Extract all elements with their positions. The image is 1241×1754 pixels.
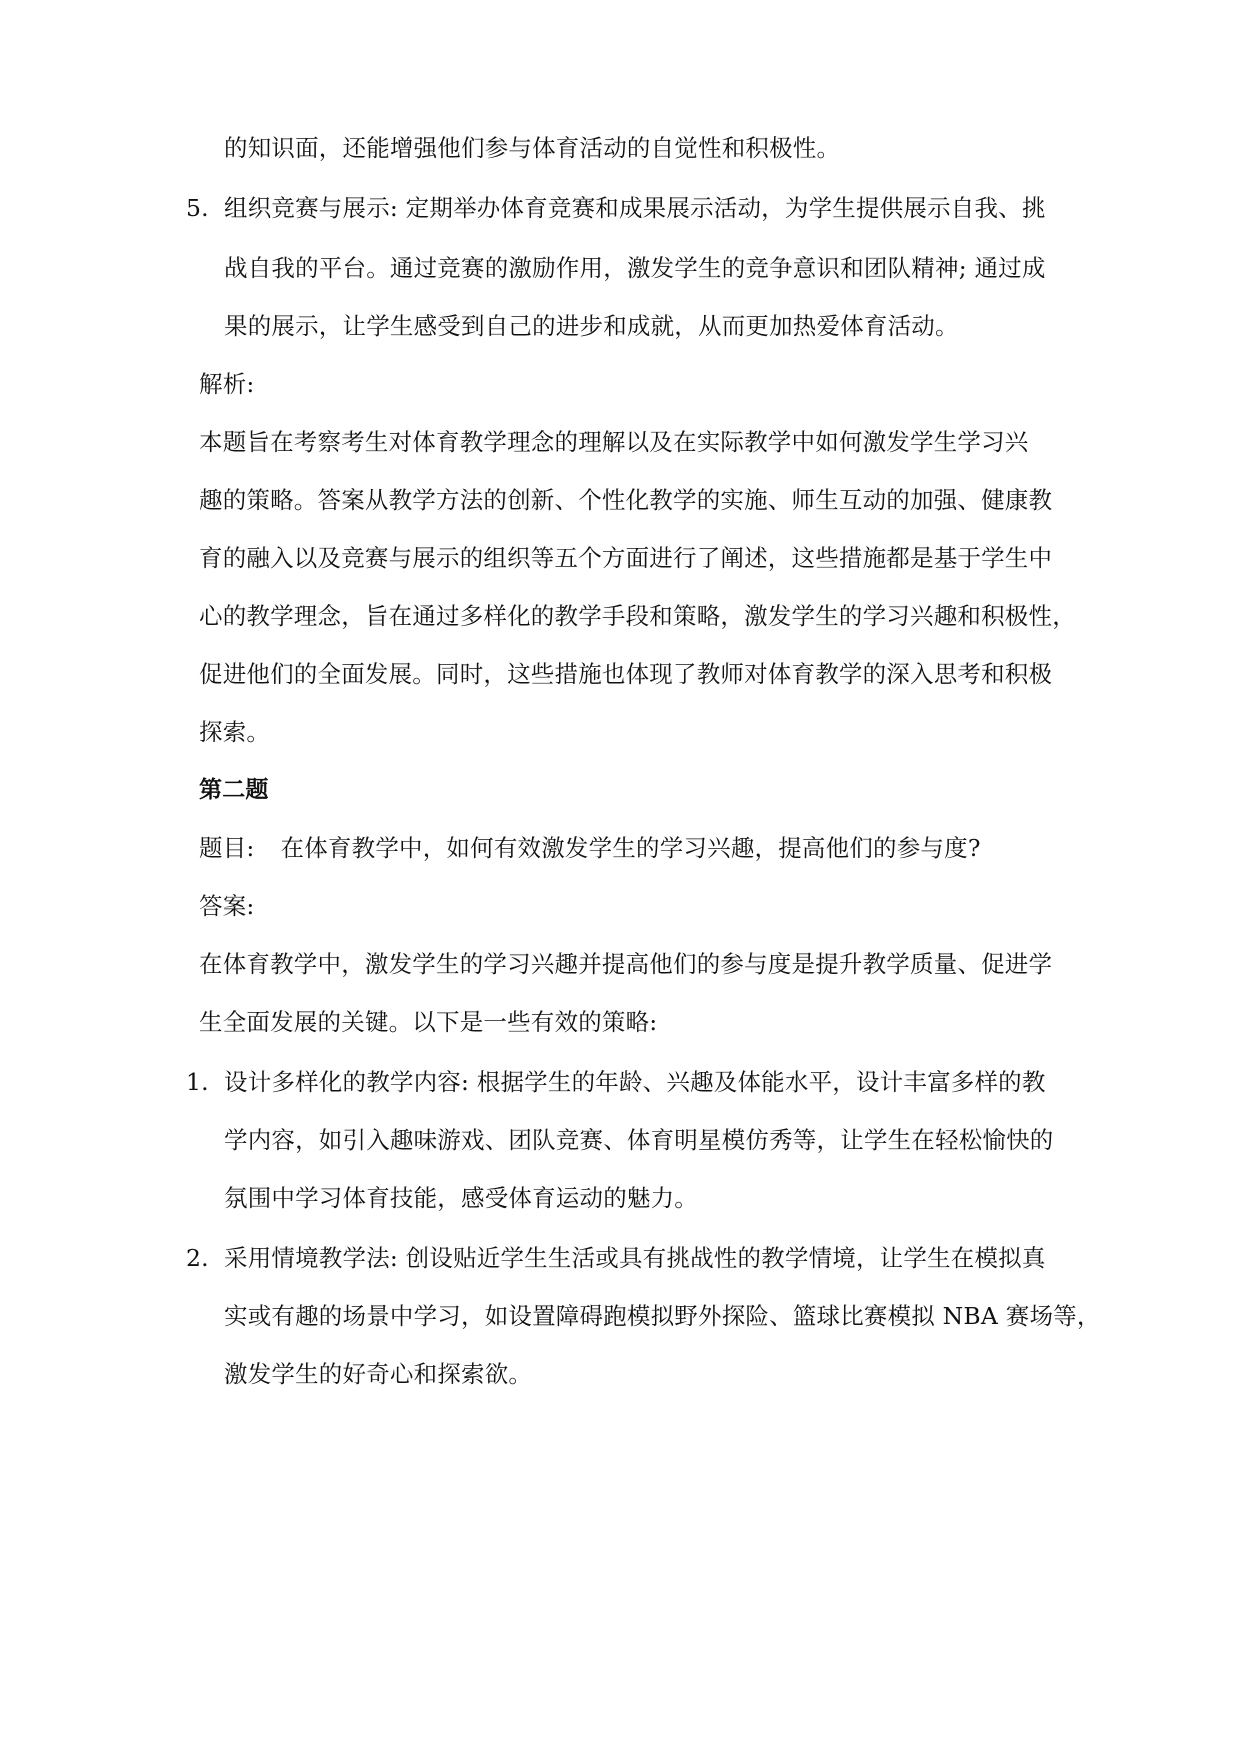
analysis-label: 解析: xyxy=(199,370,255,398)
answer-item-1-line-1: 设计多样化的教学内容: 根据学生的年龄、兴趣及体能水平，设计丰富多样的教 xyxy=(224,1068,1046,1096)
answer-item-1 xyxy=(0,1062,1241,1102)
answer-item-1-line-3: 氛围中学习体育技能，感受体育运动的魅力。 xyxy=(224,1184,698,1212)
answer-intro-line-2: 生全面发展的关键。以下是一些有效的策略: xyxy=(199,1008,658,1036)
analysis-line-2: 趣的策略。答案从教学方法的创新、个性化教学的实施、师生互动的加强、健康教 xyxy=(199,486,1053,514)
analysis-line-3: 育的融入以及竞赛与展示的组织等五个方面进行了阐述，这些措施都是基于学生中 xyxy=(199,544,1053,572)
section-heading: 第二题 xyxy=(199,777,269,803)
question-text: 在体育教学中，如何有效激发学生的学习兴趣，提高他们的参与度? xyxy=(280,834,981,862)
list-item-5-line-1: 组织竞赛与展示: 定期举办体育竞赛和成果展示活动，为学生提供展示自我、挑 xyxy=(224,194,1046,222)
question-label: 题目: xyxy=(199,834,255,862)
list-item-5-number: 5. xyxy=(186,194,209,222)
list-item-5 xyxy=(0,188,1241,228)
analysis-line-5: 促进他们的全面发展。同时，这些措施也体现了教师对体育教学的深入思考和积极 xyxy=(199,660,1053,688)
list-item-5-line-2: 战自我的平台。通过竞赛的激励作用，激发学生的竞争意识和团队精神; 通过成 xyxy=(224,254,1046,282)
answer-item-2-line-1: 采用情境教学法: 创设贴近学生生活或具有挑战性的教学情境，让学生在模拟真 xyxy=(224,1244,1046,1272)
analysis-line-1: 本题旨在考察考生对体育教学理念的理解以及在实际教学中如何激发学生学习兴 xyxy=(199,428,1029,456)
list-item-4-tail: 的知识面，还能增强他们参与体育活动的自觉性和积极性。 xyxy=(224,134,841,162)
answer-item-2 xyxy=(0,1238,1241,1278)
analysis-line-6: 探索。 xyxy=(199,718,271,746)
answer-item-2-number: 2. xyxy=(186,1244,209,1272)
answer-item-1-number: 1. xyxy=(186,1068,209,1096)
answer-item-2-line-2: 实或有趣的场景中学习，如设置障碍跑模拟野外探险、篮球比赛模拟 NBA 赛场等， xyxy=(224,1302,1101,1330)
answer-item-1-line-2: 学内容，如引入趣味游戏、团队竞赛、体育明星模仿秀等，让学生在轻松愉快的 xyxy=(224,1126,1054,1154)
analysis-line-4: 心的教学理念，旨在通过多样化的教学手段和策略，激发学生的学习兴趣和积极性， xyxy=(199,602,1076,630)
answer-intro-line-1: 在体育教学中，激发学生的学习兴趣并提高他们的参与度是提升教学质量、促进学 xyxy=(199,950,1053,978)
question-prompt xyxy=(0,828,1241,868)
list-item-5-line-3: 果的展示，让学生感受到自己的进步和成就，从而更加热爱体育活动。 xyxy=(224,312,959,340)
answer-label: 答案: xyxy=(199,892,255,920)
answer-item-2-line-3: 激发学生的好奇心和探索欲。 xyxy=(224,1360,533,1388)
